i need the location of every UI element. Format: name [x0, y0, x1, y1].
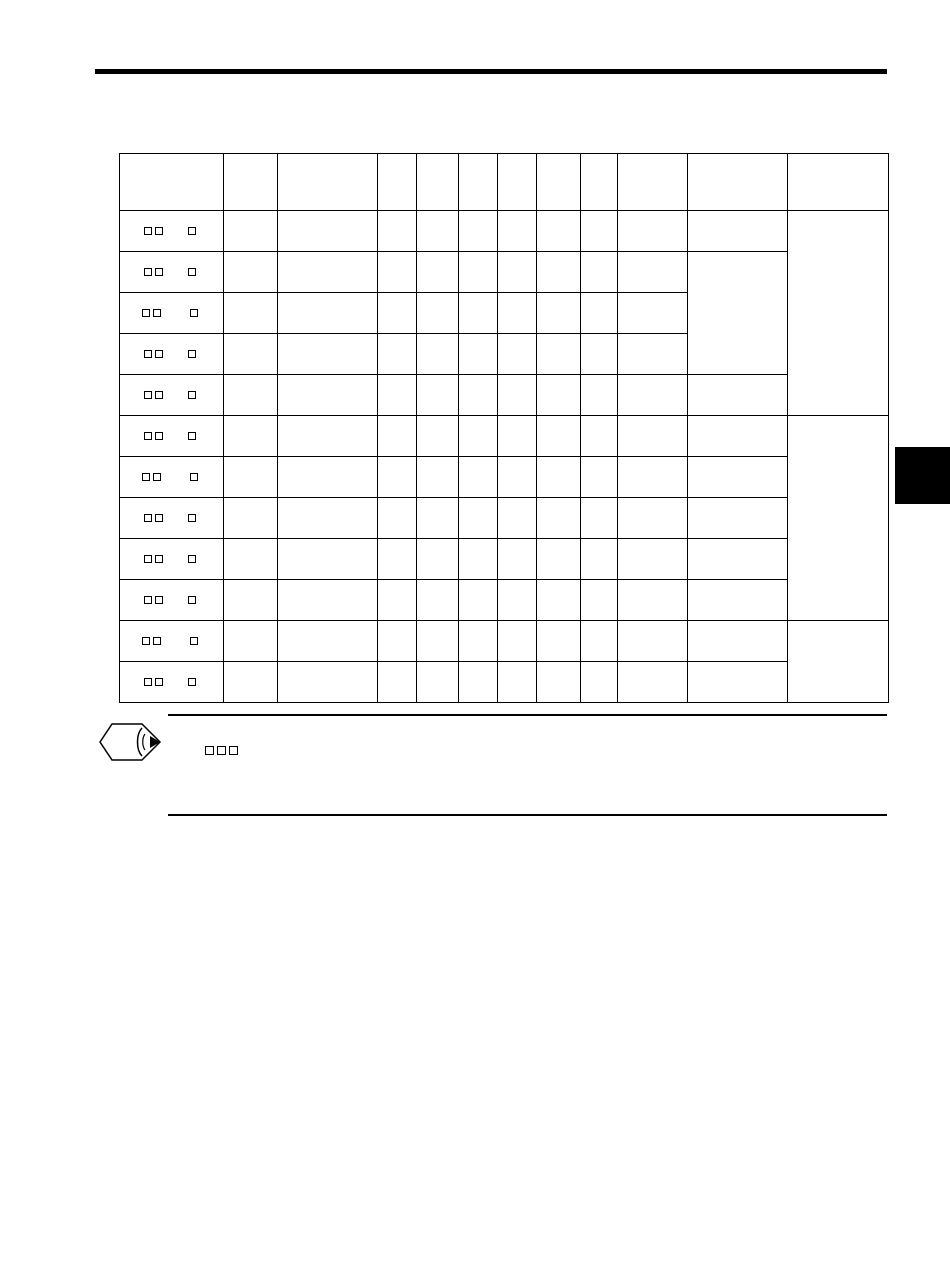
specification-table: [119, 153, 889, 703]
column-header: [224, 154, 278, 211]
table-cell: [688, 580, 788, 621]
model-cell: [120, 580, 224, 621]
model-cell: [120, 252, 224, 293]
column-header: [498, 154, 537, 211]
header-rule: [95, 69, 887, 74]
model-cell: [120, 539, 224, 580]
model-cell: [120, 457, 224, 498]
table-header-row: [120, 154, 889, 211]
model-cell: [120, 621, 224, 662]
table-cell: [688, 662, 788, 703]
model-cell: [120, 334, 224, 375]
column-header: [688, 154, 788, 211]
column-header: [581, 154, 618, 211]
note-text: [205, 746, 241, 755]
chapter-index-tab: [895, 447, 950, 504]
column-header: [120, 154, 224, 211]
column-header: [378, 154, 417, 211]
table-row: [120, 375, 889, 416]
model-cell: [120, 662, 224, 703]
table-row: [120, 580, 889, 621]
table-cell: [688, 211, 788, 252]
group-cell: [788, 621, 889, 703]
model-cell: [120, 416, 224, 457]
table-row: [120, 662, 889, 703]
model-cell: [120, 211, 224, 252]
table-row: [120, 252, 889, 293]
note-rule-top: [168, 714, 887, 716]
note-rule-bottom: [168, 814, 887, 816]
group-cell: [688, 252, 788, 375]
column-header: [537, 154, 581, 211]
group-cell: [788, 416, 889, 621]
model-cell: [120, 498, 224, 539]
pencil-note-icon: [98, 720, 164, 764]
column-header: [417, 154, 459, 211]
table-cell: [688, 457, 788, 498]
model-cell: [120, 375, 224, 416]
table-row: [120, 621, 889, 662]
column-header: [459, 154, 498, 211]
table-cell: [688, 375, 788, 416]
column-header: [618, 154, 688, 211]
group-cell: [788, 211, 889, 416]
table-row: [120, 539, 889, 580]
column-header: [788, 154, 889, 211]
model-cell: [120, 293, 224, 334]
table-row: [120, 457, 889, 498]
table-row: [120, 211, 889, 252]
table-row: [120, 498, 889, 539]
column-header: [278, 154, 378, 211]
table-cell: [688, 539, 788, 580]
table-cell: [688, 498, 788, 539]
table-cell: [688, 621, 788, 662]
table-row: [120, 416, 889, 457]
table-cell: [688, 416, 788, 457]
